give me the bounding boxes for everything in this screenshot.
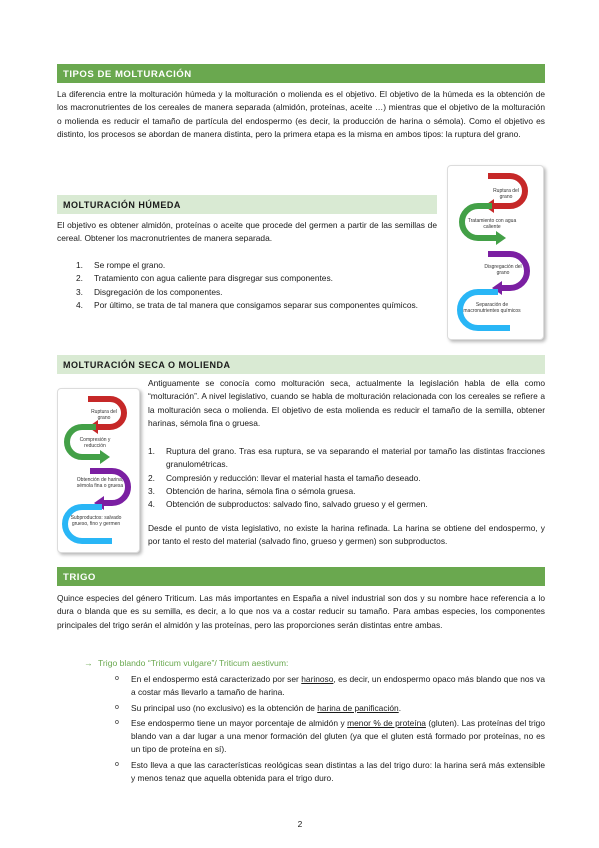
seca-steps bbox=[148, 445, 545, 511]
list-item: 1. Se rompe el grano. bbox=[76, 260, 166, 270]
list-item: 3. Disgregación de los componentes. bbox=[76, 286, 223, 297]
diagram-label: Disgregación del grano bbox=[484, 264, 522, 277]
list-item: o Esto lleva a que las características reológicas sean distintas a las del trigo duro: la harina será más extensible y menos tenaz que aquella obtenida para el trigo duro. bbox=[115, 759, 545, 783]
trigo-paragraph: Quince especies del género Triticum. Las más importantes en España a nivel industrial son dos y su nombre hace referencia a lo dura o blanda que es su semilla, es decir, a lo que nos va a costar reducir su tamaño. Para ambas especies, los componentes principales del trigo serán el almidón y las proteínas, pero las proporciones serán distintas entre ambas. bbox=[57, 593, 545, 630]
diagram-label: Obtención de harina, sémola fina o gruesa bbox=[76, 477, 124, 490]
seca-paragraph-2: Desde el punto de vista legislativo, no existe la harina refinada. La harina se obtiene del endospermo, y por tanto el resto del material (salvado fino, grueso y germen) son subproductos. bbox=[148, 523, 545, 547]
section-header-trigo: TRIGO bbox=[57, 567, 545, 586]
list-item: 4. Por último, se trata de tal manera que consigamos separar sus componentes químicos. bbox=[76, 299, 418, 310]
list-item: 4. Obtención de subproductos: salvado fino, salvado grueso y el germen. bbox=[148, 499, 428, 510]
list-item: 2. Compresión y reducción: llevar el material hasta el tamaño deseado. bbox=[148, 472, 421, 483]
intro-paragraph: La diferencia entre la molturación húmeda y la molturación o molienda es el objetivo. El objetivo de la húmeda es la obtención de los macronutrientes de los cereales de manera separada (almidón, proteínas, aceite …) mientras que el objetivo de la molturación o molienda es reducir el tamaño de partícula del endospermo (es decir, la producción de harina o sémola). Como el objetivo es distinto, los procesos se abordan de manera distinta, pero la primera etapa es la misma en ambos tipos: la ruptura del grano. bbox=[57, 89, 545, 139]
trigo-blando-heading: → Trigo blando “Triticum vulgare”/ Triticum aestivum: bbox=[84, 657, 288, 671]
bullet-icon: o bbox=[115, 675, 119, 682]
humeda-process-diagram bbox=[447, 165, 544, 340]
page-number: 2 bbox=[297, 819, 303, 829]
bullet-icon: o bbox=[115, 703, 119, 711]
list-item: o Su principal uso (no exclusivo) es la obtención de harina de panificación. bbox=[115, 702, 402, 713]
humeda-paragraph: El objetivo es obtener almidón, proteínas o aceite que procede del germen a partir de las semillas de cereal. Obtener los macronutrientes de manera separada. bbox=[57, 220, 437, 244]
diagram-label: Separación de macronutrientes químicos bbox=[463, 302, 521, 315]
seca-paragraph: Antiguamente se conocía como molturación seca, actualmente la legislación habla de ella como “molturación”. A nivel legislativo, cuando se habla de molturación relacionada con los cereales se refiere a la molturación seca o molienda. El objetivo de esta molienda es reducir el tamaño de la semilla, obtener harinas, sémola fina o gruesa. bbox=[148, 378, 545, 428]
section-header-humeda: MOLTURACIÓN HÚMEDA bbox=[57, 195, 437, 214]
bullet-icon: o bbox=[115, 760, 119, 768]
list-item: 1. Ruptura del grano. Tras esa ruptura, se va separando el material por tamaño las distintas fracciones granulométricas. bbox=[148, 446, 545, 470]
diagram-label: Ruptura del grano bbox=[493, 188, 519, 201]
humeda-steps bbox=[76, 259, 438, 312]
list-item: 3. Obtención de harina, sémola fina o sémola gruesa. bbox=[148, 485, 356, 496]
list-item: 2. Tratamiento con agua caliente para disgregar sus componentes. bbox=[76, 273, 333, 284]
list-item: o En el endospermo está caracterizado por ser harinoso, es decir, un endospermo opaco más blando que nos va a costar más llevarlo a tamaño de harina. bbox=[115, 674, 545, 698]
trigo-blando-bullets bbox=[113, 673, 545, 787]
list-item: o Ese endospermo tiene un mayor porcentaje de almidón y menor % de proteína (gluten). Las proteínas del trigo blando van a dar lugar a una menor formación del gluten (ya que el gluten está formado por proteínas, no es un tipo de proteína en sí). bbox=[115, 717, 545, 755]
bullet-icon: o bbox=[115, 718, 119, 726]
arrow-right-icon: → bbox=[84, 658, 93, 668]
seca-process-diagram bbox=[57, 388, 140, 553]
diagram-label: Subproductos: salvado grueso, fino y germen bbox=[70, 515, 122, 528]
diagram-label: Compresión y reducción bbox=[79, 437, 111, 450]
section-header-seca: MOLTURACIÓN SECA O MOLIENDA bbox=[57, 355, 545, 374]
section-header-tipos: TIPOS DE MOLTURACIÓN bbox=[57, 64, 545, 83]
diagram-label: Tratamiento con agua caliente bbox=[467, 218, 517, 231]
diagram-label: Ruptura del grano bbox=[91, 409, 117, 422]
